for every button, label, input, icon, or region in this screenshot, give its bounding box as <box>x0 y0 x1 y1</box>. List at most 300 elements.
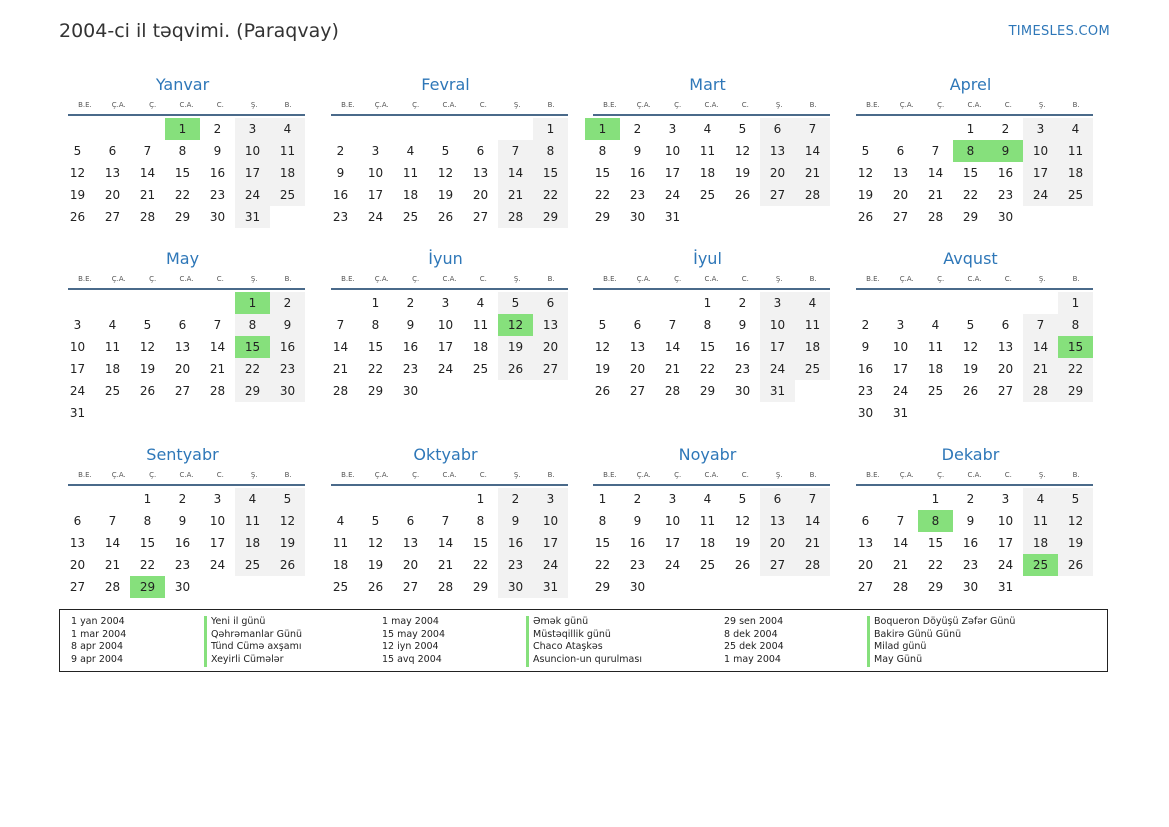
legend-holiday-name: Yeni il günü <box>204 616 302 629</box>
day-cell: 19 <box>270 532 305 554</box>
day-cell: 22 <box>367 362 384 376</box>
day-cell: 31 <box>235 206 270 228</box>
legend-names-col-2 <box>526 616 642 667</box>
day-cell: 12 <box>437 166 454 180</box>
weekday-label: B.E. <box>78 275 92 283</box>
empty-cell <box>988 292 1023 314</box>
day-cell: 18 <box>104 362 121 376</box>
day-cell: 25 <box>235 554 270 576</box>
day-cell: 6 <box>861 514 870 528</box>
day-cell: 13 <box>402 536 419 550</box>
weekday-header <box>68 270 305 290</box>
day-cell: 9 <box>498 510 533 532</box>
legend-holiday-name: Əmək günü <box>526 616 642 629</box>
day-cell: 31 <box>892 406 909 420</box>
weekday-label: B. <box>809 275 817 283</box>
day-cell: 28 <box>139 210 156 224</box>
day-cell: 21 <box>892 558 909 572</box>
weekday-label: Ş. <box>513 101 521 109</box>
day-cell: 16 <box>734 340 751 354</box>
day-cell: 7 <box>498 140 533 162</box>
day-cell: 2 <box>178 492 187 506</box>
day-cell: 26 <box>734 188 751 202</box>
day-cell: 25 <box>402 210 419 224</box>
empty-cell <box>323 292 358 314</box>
legend-holiday-name: Boqueron Döyüşü Zəfər Günü <box>867 616 1015 629</box>
day-cell: 30 <box>174 580 191 594</box>
day-cell: 9 <box>270 314 305 336</box>
month-calendar <box>60 248 305 424</box>
day-cell: 16 <box>629 536 646 550</box>
day-cell: 29 <box>699 384 716 398</box>
day-cell: 3 <box>668 122 677 136</box>
day-cell: 29 <box>594 210 611 224</box>
day-cell: 29 <box>533 206 568 228</box>
day-cell: 12 <box>367 536 384 550</box>
day-cell: 18 <box>1023 532 1058 554</box>
day-cell: 27 <box>69 580 86 594</box>
day-cell: 16 <box>498 532 533 554</box>
day-cell: 24 <box>760 358 795 380</box>
day-cell: 17 <box>664 536 681 550</box>
day-cell: 29 <box>472 580 489 594</box>
day-cell: 24 <box>235 184 270 206</box>
day-cell: 8 <box>143 514 152 528</box>
day-cell: 1 <box>1058 292 1093 314</box>
day-grid <box>585 118 830 228</box>
day-cell: 28 <box>498 206 533 228</box>
weekday-label: B. <box>547 101 555 109</box>
day-cell: 10 <box>664 514 681 528</box>
day-cell: 16 <box>962 536 979 550</box>
day-cell: 11 <box>699 144 716 158</box>
day-cell: 12 <box>734 144 751 158</box>
day-cell: 5 <box>143 318 152 332</box>
weekday-label: Ş. <box>250 275 258 283</box>
day-cell: 5 <box>73 144 82 158</box>
empty-cell <box>60 118 95 140</box>
day-cell: 19 <box>857 188 874 202</box>
day-cell: 25 <box>472 362 489 376</box>
day-cell: 3 <box>73 318 82 332</box>
day-cell: 12 <box>594 340 611 354</box>
month-calendar <box>848 74 1093 228</box>
month-name: Sentyabr <box>146 445 219 464</box>
day-cell: 15 <box>139 536 156 550</box>
day-cell: 15 <box>699 340 716 354</box>
day-cell: 11 <box>1023 510 1058 532</box>
day-cell: 21 <box>209 362 226 376</box>
day-cell: 2 <box>633 492 642 506</box>
weekday-label: Ş. <box>250 101 258 109</box>
day-cell: 17 <box>367 188 384 202</box>
day-cell: 7 <box>795 118 830 140</box>
empty-cell <box>585 292 620 314</box>
day-cell: 29 <box>367 384 384 398</box>
day-cell: 3 <box>441 296 450 310</box>
day-cell: 27 <box>997 384 1014 398</box>
weekday-label: B. <box>547 275 555 283</box>
day-cell: 25 <box>795 358 830 380</box>
day-cell: 19 <box>69 188 86 202</box>
month-name: Aprel <box>949 75 992 94</box>
legend-date: 15 may 2004 <box>382 628 446 640</box>
day-cell: 27 <box>760 554 795 576</box>
day-cell: 4 <box>235 488 270 510</box>
day-cell: 9 <box>861 340 870 354</box>
day-cell: 16 <box>332 188 349 202</box>
day-cell: 2 <box>213 122 222 136</box>
day-cell: 30 <box>734 384 751 398</box>
day-cell: 16 <box>629 166 646 180</box>
weekday-label: Ç.A. <box>636 275 651 283</box>
day-cell: 31 <box>69 406 86 420</box>
day-cell: 29 <box>927 580 944 594</box>
month-name: Avqust <box>943 249 998 268</box>
day-cell: 18 <box>270 162 305 184</box>
weekday-label: C. <box>479 275 487 283</box>
weekday-label: Ç. <box>412 275 420 283</box>
day-cell: 6 <box>760 118 795 140</box>
day-cell: 22 <box>235 358 270 380</box>
weekday-label: Ş. <box>1038 275 1046 283</box>
day-cell: 26 <box>367 580 384 594</box>
day-cell: 5 <box>371 514 380 528</box>
day-cell: 26 <box>1058 554 1093 576</box>
day-cell: 11 <box>927 340 944 354</box>
weekday-label: C. <box>216 101 224 109</box>
day-cell: 4 <box>1058 118 1093 140</box>
day-cell: 30 <box>629 580 646 594</box>
day-cell: 18 <box>795 336 830 358</box>
day-cell: 24 <box>997 558 1014 572</box>
day-cell: 10 <box>997 514 1014 528</box>
day-cell: 21 <box>795 162 830 184</box>
weekday-label: B.E. <box>866 101 880 109</box>
legend-date: 1 may 2004 <box>382 616 439 627</box>
day-cell: 8 <box>533 140 568 162</box>
weekday-label: Ç. <box>937 275 945 283</box>
day-cell: 24 <box>69 384 86 398</box>
day-cell: 13 <box>174 340 191 354</box>
weekday-label: Ş. <box>775 275 783 283</box>
empty-cell <box>883 118 918 140</box>
legend-holiday-name: Bakirə Günü Günü <box>867 629 1015 642</box>
empty-cell <box>323 118 358 140</box>
month-calendar <box>585 74 830 228</box>
day-cell: 22 <box>174 188 191 202</box>
day-cell: 10 <box>892 340 909 354</box>
empty-cell <box>393 488 428 510</box>
month-calendar <box>323 248 568 402</box>
day-grid <box>60 292 305 424</box>
day-cell: 28 <box>927 210 944 224</box>
day-cell: 5 <box>966 318 975 332</box>
month-name: May <box>165 249 200 268</box>
day-cell: 21 <box>795 532 830 554</box>
day-cell: 15 <box>594 536 611 550</box>
day-cell: 15 <box>533 162 568 184</box>
day-cell: 29 <box>594 580 611 594</box>
day-cell: 5 <box>738 492 747 506</box>
legend-dates-col-1 <box>71 616 126 667</box>
day-grid <box>848 118 1093 228</box>
day-cell: 10 <box>209 514 226 528</box>
day-cell: 2 <box>406 296 415 310</box>
day-cell: 12 <box>1058 510 1093 532</box>
day-cell: 25 <box>927 384 944 398</box>
day-cell: 7 <box>896 514 905 528</box>
day-cell: 14 <box>498 162 533 184</box>
day-cell: 4 <box>476 296 485 310</box>
day-grid <box>585 292 830 402</box>
day-cell: 19 <box>594 362 611 376</box>
weekday-label: C. <box>741 101 749 109</box>
legend-date: 25 dek 2004 <box>724 641 784 653</box>
day-cell: 19 <box>734 166 751 180</box>
weekday-header <box>856 96 1093 116</box>
day-cell: 23 <box>734 362 751 376</box>
month-calendar <box>848 444 1093 598</box>
day-cell: 15 <box>962 166 979 180</box>
day-cell: 14 <box>332 340 349 354</box>
weekday-label: Ç. <box>149 275 157 283</box>
day-cell: 13 <box>892 166 909 180</box>
day-cell: 3 <box>533 488 568 510</box>
day-cell: 11 <box>332 536 349 550</box>
day-cell: 27 <box>174 384 191 398</box>
day-cell: 30 <box>629 210 646 224</box>
day-cell: 9 <box>633 144 642 158</box>
day-cell: 1 <box>931 492 940 506</box>
month-name: Fevral <box>421 75 470 94</box>
day-cell: 3 <box>1023 118 1058 140</box>
month-name: Mart <box>689 75 726 94</box>
day-cell: 1 <box>966 122 975 136</box>
day-cell: 6 <box>108 144 117 158</box>
holiday-day-cell: 1 <box>235 292 270 314</box>
weekday-label: B.E. <box>603 471 617 479</box>
day-cell: 18 <box>235 532 270 554</box>
day-cell: 26 <box>270 554 305 576</box>
legend-holiday-name: Tünd Cümə axşamı <box>204 641 302 654</box>
holiday-day-cell: 15 <box>1058 336 1093 358</box>
day-cell: 21 <box>139 188 156 202</box>
weekday-label: C. <box>741 275 749 283</box>
day-cell: 7 <box>795 488 830 510</box>
legend-holiday-name: Müstəqillik günü <box>526 629 642 642</box>
day-cell: 9 <box>178 514 187 528</box>
day-grid <box>60 118 305 228</box>
day-cell: 26 <box>139 384 156 398</box>
day-cell: 6 <box>760 488 795 510</box>
weekday-label: Ç. <box>937 471 945 479</box>
legend-names-col-3 <box>867 616 1015 667</box>
page-title: 2004-ci il təqvimi. (Paraqvay) <box>59 20 339 42</box>
day-cell: 7 <box>336 318 345 332</box>
day-cell: 4 <box>270 118 305 140</box>
day-cell: 1 <box>703 296 712 310</box>
day-cell: 8 <box>371 318 380 332</box>
day-cell: 21 <box>664 362 681 376</box>
day-grid <box>323 488 568 598</box>
day-cell: 9 <box>633 514 642 528</box>
day-cell: 12 <box>69 166 86 180</box>
holiday-day-cell: 25 <box>1023 554 1058 576</box>
empty-cell <box>620 292 655 314</box>
day-cell: 16 <box>174 536 191 550</box>
day-cell: 15 <box>367 340 384 354</box>
day-cell: 4 <box>931 318 940 332</box>
day-cell: 24 <box>209 558 226 572</box>
weekday-label: B.E. <box>341 471 355 479</box>
day-cell: 16 <box>270 336 305 358</box>
legend-holiday-name: May Günü <box>867 654 1015 667</box>
legend-holiday-name: Qəhrəmanlar Günü <box>204 629 302 642</box>
day-cell: 8 <box>598 144 607 158</box>
day-cell: 23 <box>332 210 349 224</box>
empty-cell <box>848 292 883 314</box>
weekday-label: Ş. <box>250 471 258 479</box>
day-cell: 13 <box>69 536 86 550</box>
month-calendar <box>585 444 830 598</box>
day-cell: 17 <box>235 162 270 184</box>
empty-cell <box>130 292 165 314</box>
day-cell: 18 <box>699 166 716 180</box>
day-cell: 6 <box>1001 318 1010 332</box>
weekday-label: B.E. <box>78 101 92 109</box>
weekday-label: C. <box>1004 275 1012 283</box>
day-cell: 28 <box>332 384 349 398</box>
day-cell: 29 <box>962 210 979 224</box>
day-cell: 26 <box>437 210 454 224</box>
day-cell: 2 <box>966 492 975 506</box>
day-cell: 9 <box>966 514 975 528</box>
weekday-label: C. <box>479 101 487 109</box>
day-cell: 14 <box>795 140 830 162</box>
day-cell: 6 <box>476 144 485 158</box>
day-cell: 20 <box>997 362 1014 376</box>
weekday-label: Ş. <box>513 471 521 479</box>
weekday-label: B. <box>284 275 292 283</box>
weekday-label: Ş. <box>775 101 783 109</box>
day-cell: 17 <box>892 362 909 376</box>
day-cell: 25 <box>699 558 716 572</box>
day-cell: 23 <box>629 188 646 202</box>
day-cell: 6 <box>178 318 187 332</box>
holiday-day-cell: 8 <box>918 510 953 532</box>
day-grid <box>585 488 830 598</box>
day-cell: 28 <box>104 580 121 594</box>
empty-cell <box>883 292 918 314</box>
weekday-label: Ç.A. <box>111 101 126 109</box>
day-cell: 18 <box>472 340 489 354</box>
day-cell: 17 <box>437 340 454 354</box>
holiday-day-cell: 1 <box>585 118 620 140</box>
legend-date: 29 sen 2004 <box>724 616 784 627</box>
month-calendar <box>323 444 568 598</box>
weekday-label: Ç.A. <box>111 471 126 479</box>
day-cell: 17 <box>664 166 681 180</box>
day-cell: 26 <box>857 210 874 224</box>
empty-cell <box>130 118 165 140</box>
weekday-label: C.A. <box>967 275 982 283</box>
day-cell: 25 <box>699 188 716 202</box>
empty-cell <box>200 292 235 314</box>
day-cell: 28 <box>437 580 454 594</box>
day-cell: 17 <box>760 336 795 358</box>
day-cell: 16 <box>857 362 874 376</box>
legend-date: 12 iyn 2004 <box>382 641 439 653</box>
weekday-label: C.A. <box>704 101 719 109</box>
empty-cell <box>498 118 533 140</box>
day-cell: 11 <box>472 318 489 332</box>
day-cell: 22 <box>594 188 611 202</box>
day-cell: 26 <box>594 384 611 398</box>
day-cell: 1 <box>371 296 380 310</box>
weekday-label: B.E. <box>341 101 355 109</box>
month-calendar <box>60 74 305 228</box>
day-cell: 14 <box>437 536 454 550</box>
day-cell: 10 <box>69 340 86 354</box>
brand-link[interactable]: TIMESLES.COM <box>1008 24 1110 39</box>
day-cell: 6 <box>896 144 905 158</box>
day-cell: 12 <box>962 340 979 354</box>
empty-cell <box>953 292 988 314</box>
weekday-header <box>68 466 305 486</box>
empty-cell <box>393 118 428 140</box>
day-cell: 13 <box>104 166 121 180</box>
holiday-legend <box>59 609 1108 672</box>
day-cell: 13 <box>760 140 795 162</box>
weekday-label: Ç. <box>937 101 945 109</box>
day-cell: 2 <box>861 318 870 332</box>
weekday-label: C.A. <box>442 275 457 283</box>
day-cell: 13 <box>629 340 646 354</box>
weekday-label: B.E. <box>866 275 880 283</box>
day-cell: 3 <box>760 292 795 314</box>
day-cell: 5 <box>1058 488 1093 510</box>
day-cell: 23 <box>209 188 226 202</box>
day-cell: 27 <box>104 210 121 224</box>
empty-cell <box>1023 292 1058 314</box>
day-cell: 4 <box>406 144 415 158</box>
day-cell: 1 <box>143 492 152 506</box>
weekday-label: B. <box>1072 275 1080 283</box>
day-cell: 29 <box>174 210 191 224</box>
day-cell: 6 <box>73 514 82 528</box>
day-cell: 19 <box>437 188 454 202</box>
weekday-label: Ç. <box>412 101 420 109</box>
day-cell: 18 <box>1058 162 1093 184</box>
day-cell: 6 <box>533 292 568 314</box>
day-cell: 10 <box>367 166 384 180</box>
day-cell: 11 <box>104 340 121 354</box>
weekday-label: Ş. <box>513 275 521 283</box>
weekday-label: Ç.A. <box>374 275 389 283</box>
day-cell: 18 <box>402 188 419 202</box>
weekday-label: Ç.A. <box>636 101 651 109</box>
weekday-label: C. <box>479 471 487 479</box>
weekday-label: B. <box>809 471 817 479</box>
weekday-label: Ç. <box>149 471 157 479</box>
weekday-label: Ç.A. <box>899 101 914 109</box>
day-cell: 5 <box>861 144 870 158</box>
day-cell: 4 <box>1023 488 1058 510</box>
day-cell: 1 <box>476 492 485 506</box>
weekday-label: B.E. <box>603 101 617 109</box>
weekday-label: C.A. <box>179 101 194 109</box>
